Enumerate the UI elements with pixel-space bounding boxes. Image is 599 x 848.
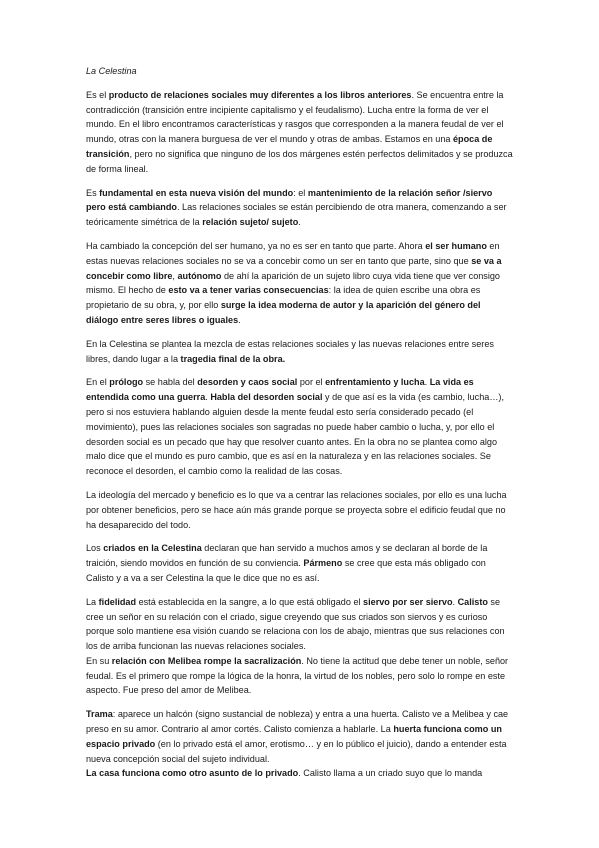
bold-text: Habla del desorden social xyxy=(210,392,323,403)
bold-text: producto de relaciones sociales muy diferentes a los libros anteriores xyxy=(108,89,412,100)
text-run: por el xyxy=(297,377,326,388)
paragraph xyxy=(86,595,513,699)
text-run: de ahí la aparición de un sujeto libro cuya vida tiene que ver consigo mismo. El hecho de xyxy=(86,270,500,296)
bold-text: mantenimiento de la relación señor /siervo pero está cambiando xyxy=(86,187,493,213)
text-run: En su xyxy=(86,655,112,666)
text-run: y de que así es la vida (es cambio, lucha…), pero si nos estuviera hablando alguien desde la mente feudal esto sería considerado pecado (el movimiento), pues las relaciones sociales son sagradas no puede haber cambio o lucha, y, por ello el desorden social es un pecado que hay que resolver cuanto antes. En la obra no se plantea como algo malo dice que el mundo es puro cambio, que es así en la naturaleza y en las relaciones sociales. Se reconoce el desorden, el cambio como la realidad de las cosas. xyxy=(86,392,504,477)
bold-text: se va a concebir como libre xyxy=(86,255,502,281)
bold-text: Trama xyxy=(86,709,113,720)
bold-text: desorden y caos social xyxy=(197,377,298,388)
paragraph xyxy=(86,488,513,532)
text-run: : aparece un halcón (signo sustancial de nobleza) y entra a una huerta. Calisto ve a Melibea y cae preso en su amor. Contrario al amor cortés. Calisto comienza a hablarle. La xyxy=(86,709,509,735)
text-run: en estas nuevas relaciones sociales no se va a concebir como un ser en tanto que parte, sino que xyxy=(86,240,500,266)
paragraph xyxy=(86,707,513,781)
text-run: Es xyxy=(86,187,100,198)
text-run: : la idea de quien escribe una obra es propietario de su obra, y, por ello xyxy=(86,285,481,311)
bold-text: criados en la Celestina xyxy=(103,543,202,554)
text-run: La ideología del mercado y beneficio es lo que va a centrar las relaciones sociales, por ello es una lucha por obtener beneficios, pero se hace aún más grande porque se proyecta sobre el edificio feudal que no ha desaparecido del todo. xyxy=(86,489,507,530)
text-run: se cree un señor en su relación con el criado, sigue creyendo que sus criados son siervos y es curioso porque solo mantiene esa visión cuando se relaciona con los de abajo, mientras que sus relaciones con los de arriba funcionan las nuevas relaciones sociales. xyxy=(86,596,505,652)
text-run: , pero no significa que ninguno de los dos márgenes estén perfectos delimitados y se produzca de forma lineal. xyxy=(86,148,513,174)
text-run: . No tiene la actitud que debe tener un noble, señor feudal. Es el primero que rompe la lógica de la honra, la virtud de los nobles, pero solo lo rompe en este aspecto. Fue preso del amor de Melibea. xyxy=(86,655,509,696)
paragraph xyxy=(86,337,513,367)
text-run: . xyxy=(205,392,211,403)
text-run: . xyxy=(238,314,241,325)
bold-text: el ser humano xyxy=(425,240,487,251)
bold-text: tragedia final de la obra. xyxy=(180,353,286,364)
bold-text: surge la idea moderna de autor y la aparición del género del diálogo entre seres libres o iguales xyxy=(86,300,481,325)
text-run: , xyxy=(172,270,178,281)
text-run: En la Celestina se plantea la mezcla de estas relaciones sociales y las nuevas relaciones entre seres libres, dando lugar a la xyxy=(86,338,494,364)
paragraph xyxy=(86,375,513,479)
bold-text: enfrentamiento y lucha xyxy=(325,377,425,388)
bold-text: La casa funciona como otro asunto de lo privado xyxy=(86,768,299,779)
bold-text: época de transición xyxy=(86,134,493,159)
bold-text: relación sujeto/ sujeto xyxy=(202,217,299,228)
text-run: : el xyxy=(293,187,308,198)
text-run: Es el xyxy=(86,89,109,100)
bold-text: siervo por ser siervo xyxy=(363,596,453,607)
text-run: . Calisto llama a un criado suyo que lo manda xyxy=(298,768,483,779)
paragraph xyxy=(86,541,513,585)
document-title: La Celestina xyxy=(86,66,137,76)
text-run: . Se encuentra entre la contradicción (transición entre incipiente capitalismo y el feudalismo). Lucha entre la forma de ver el mundo. En el libro encontramos características y rasgos que corresponden a la manera feudal de ver el mundo, otras con la manera burguesa de ver el mundo y otras de ambas. Estamos en una xyxy=(86,89,504,145)
bold-text: fundamental en esta nueva visión del mundo xyxy=(99,187,294,198)
bold-text: fidelidad xyxy=(98,596,137,607)
text-run: La xyxy=(86,596,99,607)
text-run: . xyxy=(452,596,458,607)
text-run: Los xyxy=(86,543,104,554)
bold-text: Pármeno xyxy=(303,558,343,569)
bold-text: relación con Melibea rompe la sacralización xyxy=(111,655,302,666)
bold-text: esto va a tener varias consecuencias xyxy=(168,285,329,296)
text-run: está establecida en la sangre, a lo que está obligado el xyxy=(136,596,364,607)
paragraph xyxy=(86,239,513,328)
text-run: se habla del xyxy=(143,377,198,388)
text-run: (en lo privado está el amor, erotismo… y en lo público el juicio), dando a entender esta nueva concepción social del sujeto individual. xyxy=(86,738,507,764)
text-run: . Las relaciones sociales se están percibiendo de otra manera, comenzando a ser teóricamente simétrica de la xyxy=(86,202,507,228)
text-run: . xyxy=(424,377,430,388)
bold-text: prólogo xyxy=(109,377,144,388)
text-run: se cree que esta más obligado con Calisto y a va a ser Celestina la que le dice que no es así. xyxy=(86,558,486,583)
text-run: Ha cambiado la concepción del ser humano, ya no es ser en tanto que parte. Ahora xyxy=(86,240,426,251)
paragraph xyxy=(86,186,513,230)
bold-text: huerta funciona como un espacio privado xyxy=(86,724,502,749)
text-run: declaran que han servido a muchos amos y se declaran al borde de la traición, siendo movidos en función de su conviencia. xyxy=(86,543,488,569)
bold-text: Calisto xyxy=(457,596,488,607)
paragraph xyxy=(86,88,513,177)
bold-text: autónomo xyxy=(177,270,222,281)
bold-text: La vida es entendida como una guerra xyxy=(86,377,474,403)
document-body xyxy=(86,88,513,781)
text-run: En el xyxy=(86,377,110,388)
text-run: . xyxy=(298,217,301,228)
